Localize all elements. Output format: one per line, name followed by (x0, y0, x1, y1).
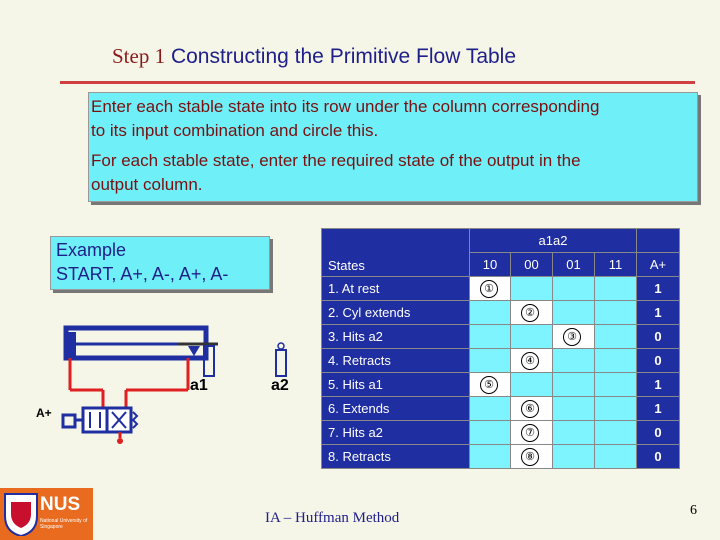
table-cell (511, 277, 553, 301)
table-cell (553, 301, 595, 325)
state-label: 6. Extends (322, 397, 470, 421)
page-number: 6 (690, 503, 697, 518)
table-cell (470, 277, 511, 301)
output-value: 0 (637, 445, 680, 469)
input-group-header: a1a2 (538, 233, 568, 248)
instruction-line: For each stable state, enter the required state of the output in the (91, 151, 581, 170)
state-label: 3. Hits a2 (322, 325, 470, 349)
output-value: 1 (637, 277, 680, 301)
table-row (322, 349, 680, 373)
logo-text: NUS (40, 494, 81, 515)
table-cell (595, 325, 637, 349)
table-cell (470, 349, 511, 373)
stable-state-marker: ⑧ (521, 448, 539, 466)
table-cell (470, 325, 511, 349)
output-value: 0 (637, 421, 680, 445)
table-cell (470, 373, 511, 397)
example-heading: Example (56, 240, 127, 260)
table-cell (595, 445, 637, 469)
state-label: 5. Hits a1 (322, 373, 470, 397)
table-cell (553, 277, 595, 301)
instruction-line: output column. (91, 175, 203, 194)
table-cell (511, 325, 553, 349)
output-value: 1 (637, 397, 680, 421)
spring-icon (133, 412, 137, 428)
nus-logo (0, 488, 93, 540)
state-label: 1. At rest (322, 277, 470, 301)
state-label: 4. Retracts (322, 349, 470, 373)
table-row (322, 277, 680, 301)
table-cell (595, 373, 637, 397)
state-label: 2. Cyl extends (322, 301, 470, 325)
stable-state-marker: ⑤ (480, 376, 498, 394)
table-row (322, 325, 680, 349)
table-cell (511, 397, 553, 421)
table-cell (553, 397, 595, 421)
output-value: 0 (637, 325, 680, 349)
stable-state-marker: ③ (563, 328, 581, 346)
table-cell (470, 397, 511, 421)
table-cell (595, 421, 637, 445)
table-cell (553, 373, 595, 397)
piston (68, 332, 76, 356)
table-cell (595, 277, 637, 301)
footer-text: IA – Huffman Method (265, 510, 400, 526)
table-cell (511, 301, 553, 325)
instruction-line: to its input combination and circle this. (91, 121, 379, 140)
table-cell (470, 301, 511, 325)
state-label: 7. Hits a2 (322, 421, 470, 445)
table-cell (553, 421, 595, 445)
output-header: A+ (649, 257, 667, 272)
table-row (322, 397, 680, 421)
table-row (322, 373, 680, 397)
slide-title (112, 44, 516, 69)
output-value: 1 (637, 301, 680, 325)
pneumatic-circuit-diagram (28, 320, 298, 450)
table-cell (470, 445, 511, 469)
states-header: States (328, 258, 365, 273)
table-cell (511, 349, 553, 373)
table-row (322, 445, 680, 469)
column-header: 01 (566, 257, 581, 272)
column-header: 11 (608, 257, 623, 272)
title-text: Constructing the Primitive Flow Table (170, 45, 517, 68)
table-cell (553, 325, 595, 349)
limit-switch-a2 (276, 350, 286, 376)
table-cell (511, 421, 553, 445)
crest-icon (3, 492, 39, 536)
stable-state-marker: ⑥ (521, 400, 539, 418)
stable-state-marker: ④ (521, 352, 539, 370)
table-cell (553, 445, 595, 469)
logo-subtext: National University of Singapore (40, 518, 88, 530)
table-cell (511, 445, 553, 469)
table-cell (553, 349, 595, 373)
column-header: 10 (482, 257, 498, 272)
instruction-line: Enter each stable state into its row under the column corresponding (91, 97, 600, 116)
example-box (50, 236, 270, 290)
stable-state-marker: ② (521, 304, 539, 322)
table-row (322, 301, 680, 325)
title-divider (60, 81, 695, 84)
table-cell (470, 421, 511, 445)
stable-state-marker: ① (480, 280, 498, 298)
output-value: 1 (637, 373, 680, 397)
step-label: Step 1 (112, 44, 166, 68)
table-cell (511, 373, 553, 397)
label-aplus: A+ (36, 406, 52, 420)
table-cell (595, 301, 637, 325)
label-a2: a2 (271, 377, 289, 394)
state-label: 8. Retracts (322, 445, 470, 469)
label-a1: a1 (190, 377, 208, 394)
table-row (322, 421, 680, 445)
cam-icon (188, 346, 200, 356)
instruction-box (88, 92, 698, 202)
primitive-flow-table (321, 228, 680, 469)
table-cell (595, 349, 637, 373)
example-sequence: START, A+, A-, A+, A- (56, 264, 229, 284)
output-value: 0 (637, 349, 680, 373)
column-header: 00 (524, 257, 539, 272)
stable-state-marker: ⑦ (521, 424, 539, 442)
table-cell (595, 397, 637, 421)
